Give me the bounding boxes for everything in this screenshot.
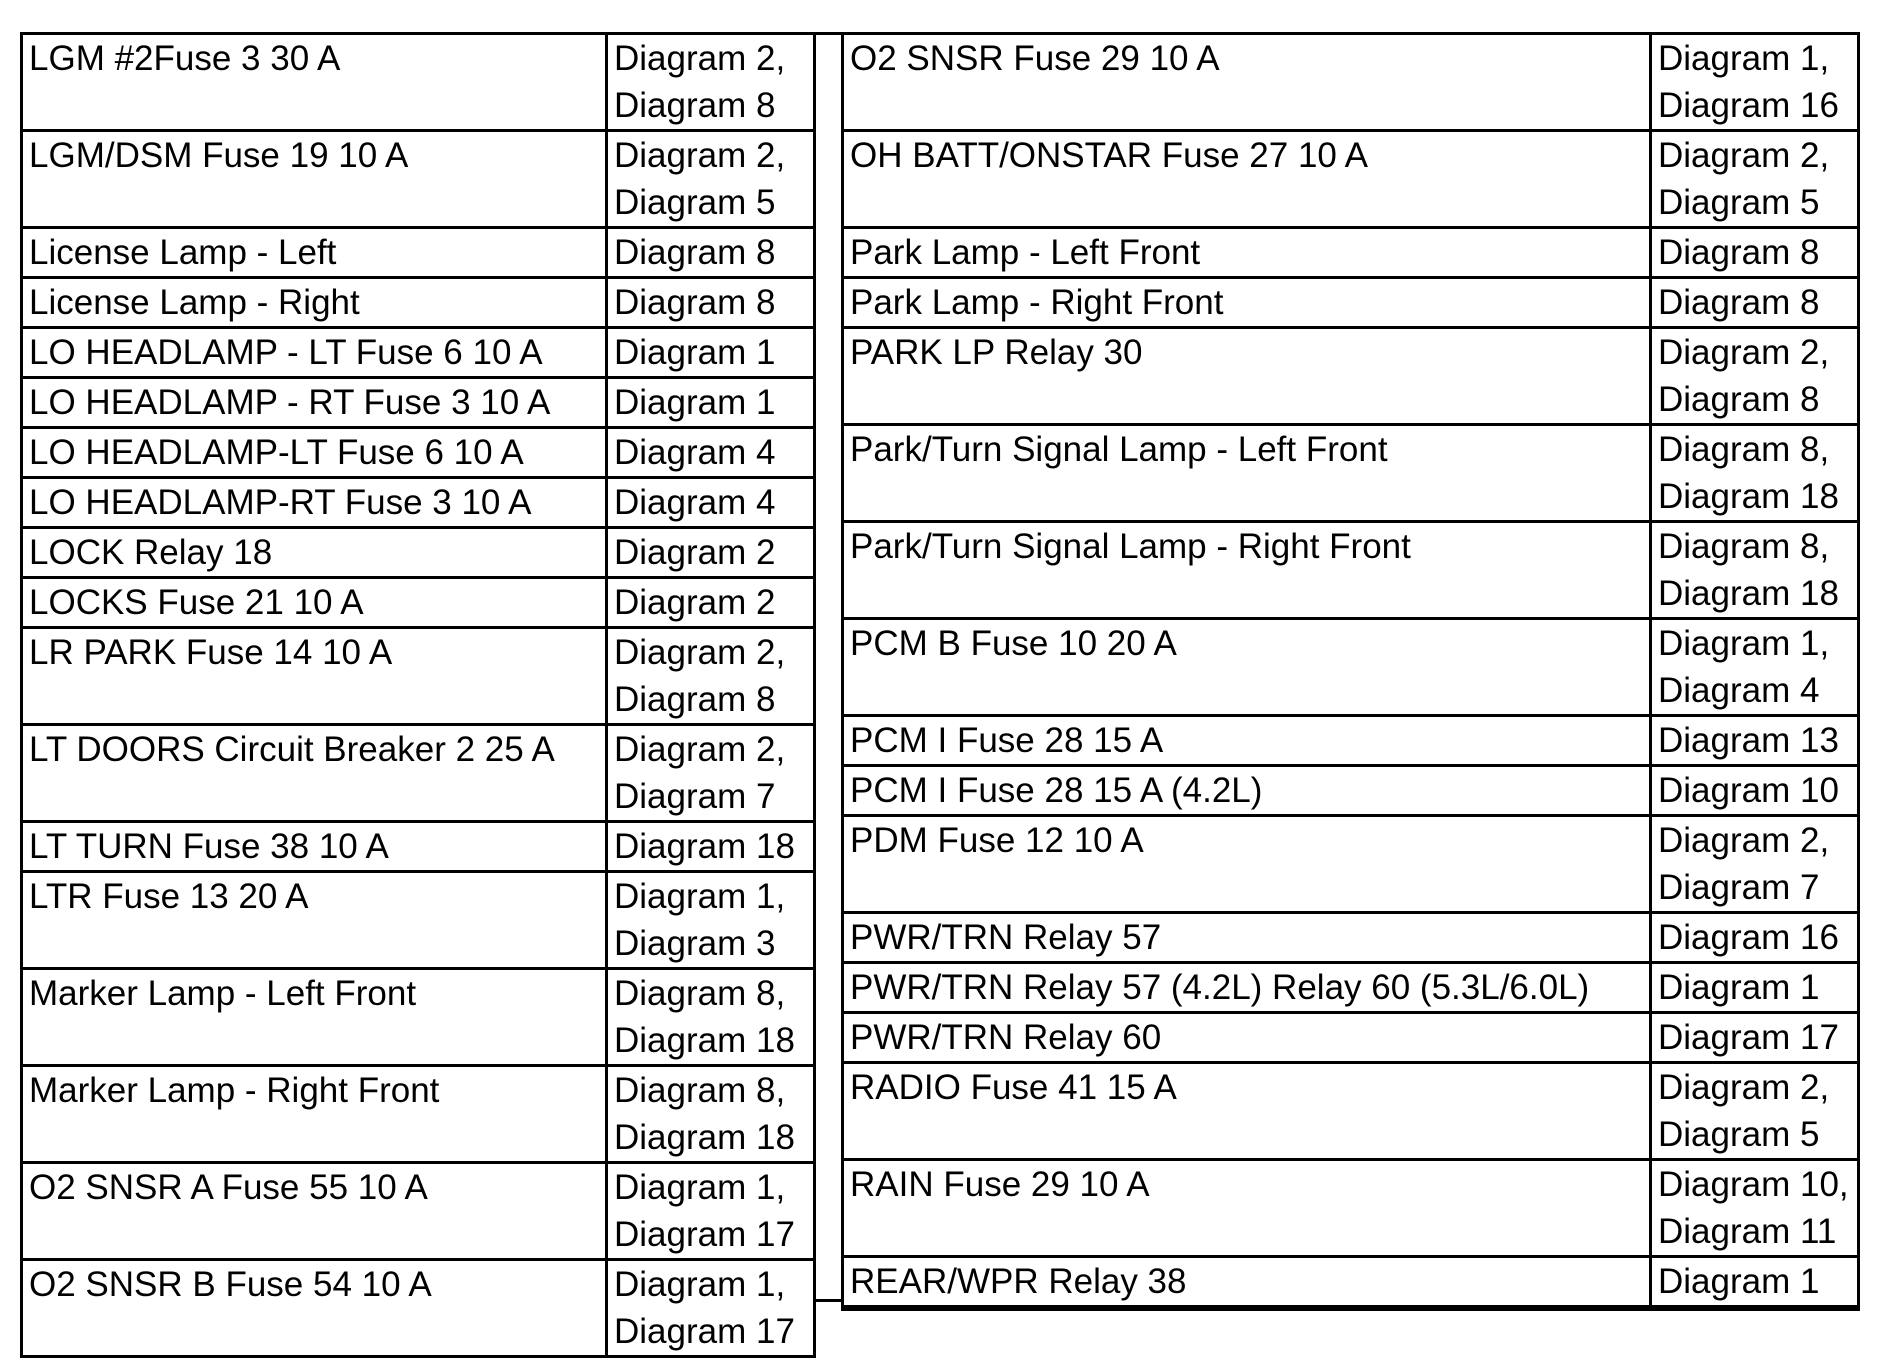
diagram-reference-cell bbox=[1651, 1160, 1859, 1257]
diagram-reference: Diagram 2, bbox=[1658, 821, 1830, 860]
diagram-reference: Diagram 8, bbox=[614, 974, 786, 1013]
diagram-reference-cell bbox=[607, 578, 815, 628]
diagram-reference-cell bbox=[1651, 1013, 1859, 1063]
table-row bbox=[22, 1066, 815, 1163]
table-row bbox=[22, 528, 815, 578]
table-row bbox=[843, 1307, 1859, 1310]
diagram-reference-cell bbox=[607, 1163, 815, 1260]
diagram-reference-cell bbox=[1651, 228, 1859, 278]
diagram-reference: Diagram 17 bbox=[614, 1312, 795, 1351]
component-name-cell: O2 SNSR Fuse 29 10 A bbox=[843, 34, 1651, 131]
component-name-cell: OH BATT/ONSTAR Fuse 27 10 A bbox=[843, 131, 1651, 228]
diagram-reference: Diagram 18 bbox=[614, 827, 795, 866]
table-row bbox=[22, 228, 815, 278]
table-row bbox=[843, 228, 1859, 278]
table-row bbox=[843, 716, 1859, 766]
component-name-cell: O2 SNSR B Fuse 54 10 A bbox=[22, 1260, 607, 1357]
diagram-reference-cell bbox=[1651, 816, 1859, 913]
table-row bbox=[843, 1013, 1859, 1063]
diagram-reference: Diagram 7 bbox=[1658, 868, 1820, 907]
diagram-reference-cell bbox=[607, 1066, 815, 1163]
diagram-reference: Diagram 18 bbox=[1658, 477, 1839, 516]
component-name-cell: LO HEADLAMP-RT Fuse 3 10 A bbox=[22, 478, 607, 528]
component-name-cell bbox=[843, 1307, 1651, 1310]
component-name-cell: Park Lamp - Right Front bbox=[843, 278, 1651, 328]
right-table-body bbox=[843, 34, 1859, 1310]
diagram-reference-cell bbox=[1651, 1307, 1859, 1310]
diagram-reference-cell bbox=[607, 872, 815, 969]
diagram-reference: Diagram 1 bbox=[1658, 1262, 1820, 1301]
diagram-reference: Diagram 2, bbox=[614, 39, 786, 78]
right-component-table bbox=[841, 32, 1860, 1311]
diagram-reference: Diagram 4 bbox=[1658, 671, 1820, 710]
diagram-reference: Diagram 8 bbox=[614, 86, 776, 125]
diagram-reference-cell bbox=[1651, 425, 1859, 522]
diagram-reference: Diagram 11 bbox=[1658, 1212, 1837, 1251]
component-name-cell: LT TURN Fuse 38 10 A bbox=[22, 822, 607, 872]
table-row bbox=[22, 822, 815, 872]
diagram-reference: Diagram 13 bbox=[1658, 721, 1839, 760]
component-name-cell: LGM/DSM Fuse 19 10 A bbox=[22, 131, 607, 228]
table-row bbox=[843, 278, 1859, 328]
component-name-cell: License Lamp - Left bbox=[22, 228, 607, 278]
component-name-cell: PWR/TRN Relay 60 bbox=[843, 1013, 1651, 1063]
table-row bbox=[22, 969, 815, 1066]
table-row bbox=[843, 328, 1859, 425]
diagram-reference: Diagram 8 bbox=[614, 680, 776, 719]
diagram-reference: Diagram 1 bbox=[1658, 968, 1820, 1007]
diagram-reference-cell bbox=[1651, 1063, 1859, 1160]
diagram-reference: Diagram 2, bbox=[614, 730, 786, 769]
component-name-cell: LO HEADLAMP - RT Fuse 3 10 A bbox=[22, 378, 607, 428]
component-name-cell: REAR/WPR Relay 38 bbox=[843, 1257, 1651, 1307]
component-name-cell: License Lamp - Right bbox=[22, 278, 607, 328]
component-name-cell: PCM I Fuse 28 15 A bbox=[843, 716, 1651, 766]
component-name-cell: LTR Fuse 13 20 A bbox=[22, 872, 607, 969]
diagram-reference-cell bbox=[607, 478, 815, 528]
table-row bbox=[22, 278, 815, 328]
diagram-reference: Diagram 16 bbox=[1658, 86, 1839, 125]
component-name-cell: RADIO Fuse 41 15 A bbox=[843, 1063, 1651, 1160]
diagram-reference: Diagram 1 bbox=[614, 333, 776, 372]
diagram-reference-cell bbox=[1651, 913, 1859, 963]
diagram-reference: Diagram 5 bbox=[614, 183, 776, 222]
diagram-reference-cell bbox=[607, 528, 815, 578]
diagram-reference: Diagram 2, bbox=[1658, 1068, 1830, 1107]
table-row bbox=[843, 425, 1859, 522]
left-table-body bbox=[22, 34, 815, 1357]
diagram-reference: Diagram 18 bbox=[614, 1021, 795, 1060]
diagram-reference-cell bbox=[607, 1260, 815, 1357]
table-row bbox=[22, 328, 815, 378]
table-row bbox=[22, 478, 815, 528]
diagram-reference: Diagram 1, bbox=[614, 877, 786, 916]
diagram-reference: Diagram 8, bbox=[614, 1071, 786, 1110]
diagram-reference-cell bbox=[1651, 716, 1859, 766]
diagram-reference: Diagram 5 bbox=[1658, 183, 1820, 222]
component-name-cell: RAIN Fuse 29 10 A bbox=[843, 1160, 1651, 1257]
component-name-cell: PCM I Fuse 28 15 A (4.2L) bbox=[843, 766, 1651, 816]
diagram-reference: Diagram 1 bbox=[614, 383, 776, 422]
table-row bbox=[22, 378, 815, 428]
component-name-cell: PARK LP Relay 30 bbox=[843, 328, 1651, 425]
diagram-reference: Diagram 8 bbox=[1658, 380, 1820, 419]
table-row bbox=[22, 34, 815, 131]
table-row bbox=[843, 34, 1859, 131]
table-row bbox=[843, 1063, 1859, 1160]
table-row bbox=[22, 1260, 815, 1357]
table-row bbox=[22, 628, 815, 725]
diagram-reference-cell bbox=[607, 378, 815, 428]
component-name-cell: Park/Turn Signal Lamp - Right Front bbox=[843, 522, 1651, 619]
table-row bbox=[22, 131, 815, 228]
diagram-reference: Diagram 8, bbox=[1658, 527, 1830, 566]
component-name-cell: Park Lamp - Left Front bbox=[843, 228, 1651, 278]
diagram-reference: Diagram 18 bbox=[1658, 574, 1839, 613]
diagram-reference-cell bbox=[1651, 522, 1859, 619]
diagram-reference-cell bbox=[607, 278, 815, 328]
component-name-cell: LO HEADLAMP-LT Fuse 6 10 A bbox=[22, 428, 607, 478]
diagram-reference-cell bbox=[1651, 963, 1859, 1013]
diagram-reference-cell bbox=[1651, 278, 1859, 328]
diagram-reference: Diagram 16 bbox=[1658, 918, 1839, 957]
component-name-cell: PWR/TRN Relay 57 (4.2L) Relay 60 (5.3L/6.0L) bbox=[843, 963, 1651, 1013]
diagram-reference-cell bbox=[607, 725, 815, 822]
diagram-reference-cell bbox=[607, 228, 815, 278]
component-name-cell: Marker Lamp - Left Front bbox=[22, 969, 607, 1066]
table-row bbox=[843, 131, 1859, 228]
table-row bbox=[843, 963, 1859, 1013]
diagram-reference: Diagram 7 bbox=[614, 777, 776, 816]
table-row bbox=[22, 428, 815, 478]
table-row bbox=[22, 1163, 815, 1260]
diagram-reference: Diagram 18 bbox=[614, 1118, 795, 1157]
diagram-reference: Diagram 1, bbox=[1658, 624, 1830, 663]
diagram-reference: Diagram 2, bbox=[1658, 136, 1830, 175]
diagram-reference-cell bbox=[607, 822, 815, 872]
diagram-reference: Diagram 8 bbox=[614, 233, 776, 272]
component-name-cell: LR PARK Fuse 14 10 A bbox=[22, 628, 607, 725]
diagram-reference: Diagram 1, bbox=[1658, 39, 1830, 78]
table-row bbox=[843, 766, 1859, 816]
table-row bbox=[22, 725, 815, 822]
diagram-reference-cell bbox=[607, 969, 815, 1066]
diagram-reference-cell bbox=[607, 628, 815, 725]
diagram-reference: Diagram 2 bbox=[614, 583, 776, 622]
diagram-reference: Diagram 10 bbox=[1658, 771, 1839, 810]
component-name-cell: LOCK Relay 18 bbox=[22, 528, 607, 578]
diagram-reference: Diagram 2, bbox=[1658, 333, 1830, 372]
component-name-cell: PWR/TRN Relay 57 bbox=[843, 913, 1651, 963]
diagram-reference: Diagram 4 bbox=[614, 433, 776, 472]
table-row bbox=[843, 1257, 1859, 1307]
diagram-reference-cell bbox=[1651, 328, 1859, 425]
table-row bbox=[22, 578, 815, 628]
component-name-cell: Park/Turn Signal Lamp - Left Front bbox=[843, 425, 1651, 522]
diagram-reference: Diagram 8 bbox=[614, 283, 776, 322]
diagram-reference: Diagram 17 bbox=[614, 1215, 795, 1254]
component-name-cell: PDM Fuse 12 10 A bbox=[843, 816, 1651, 913]
component-name-cell: PCM B Fuse 10 20 A bbox=[843, 619, 1651, 716]
component-name-cell: LO HEADLAMP - LT Fuse 6 10 A bbox=[22, 328, 607, 378]
diagram-reference-cell bbox=[607, 328, 815, 378]
diagram-reference-cell bbox=[607, 34, 815, 131]
diagram-reference: Diagram 2 bbox=[614, 533, 776, 572]
diagram-reference: Diagram 8 bbox=[1658, 283, 1820, 322]
diagram-reference-cell bbox=[1651, 131, 1859, 228]
diagram-reference: Diagram 1, bbox=[614, 1265, 786, 1304]
table-row bbox=[843, 913, 1859, 963]
component-name-cell: O2 SNSR A Fuse 55 10 A bbox=[22, 1163, 607, 1260]
component-name-cell: LT DOORS Circuit Breaker 2 25 A bbox=[22, 725, 607, 822]
diagram-reference: Diagram 1, bbox=[614, 1168, 786, 1207]
diagram-reference-cell bbox=[1651, 34, 1859, 131]
diagram-reference-cell bbox=[1651, 619, 1859, 716]
component-name-cell: Marker Lamp - Right Front bbox=[22, 1066, 607, 1163]
table-row bbox=[843, 619, 1859, 716]
diagram-reference: Diagram 2, bbox=[614, 633, 786, 672]
left-component-table bbox=[20, 32, 816, 1358]
diagram-reference-cell bbox=[1651, 766, 1859, 816]
table-row bbox=[843, 522, 1859, 619]
diagram-reference-cell bbox=[607, 131, 815, 228]
diagram-reference: Diagram 2, bbox=[614, 136, 786, 175]
component-name-cell: LOCKS Fuse 21 10 A bbox=[22, 578, 607, 628]
diagram-reference: Diagram 8, bbox=[1658, 430, 1830, 469]
table-row bbox=[843, 816, 1859, 913]
column-gap-divider bbox=[813, 32, 841, 1302]
diagram-reference-cell bbox=[607, 428, 815, 478]
table-row bbox=[843, 1160, 1859, 1257]
diagram-reference: Diagram 5 bbox=[1658, 1115, 1820, 1154]
diagram-reference: Diagram 4 bbox=[614, 483, 776, 522]
table-row bbox=[22, 872, 815, 969]
diagram-reference: Diagram 8 bbox=[1658, 233, 1820, 272]
diagram-reference: Diagram 3 bbox=[614, 924, 776, 963]
diagram-reference: Diagram 10, bbox=[1658, 1165, 1849, 1204]
diagram-reference: Diagram 17 bbox=[1658, 1018, 1839, 1057]
component-name-cell: LGM #2Fuse 3 30 A bbox=[22, 34, 607, 131]
diagram-reference-cell bbox=[1651, 1257, 1859, 1307]
